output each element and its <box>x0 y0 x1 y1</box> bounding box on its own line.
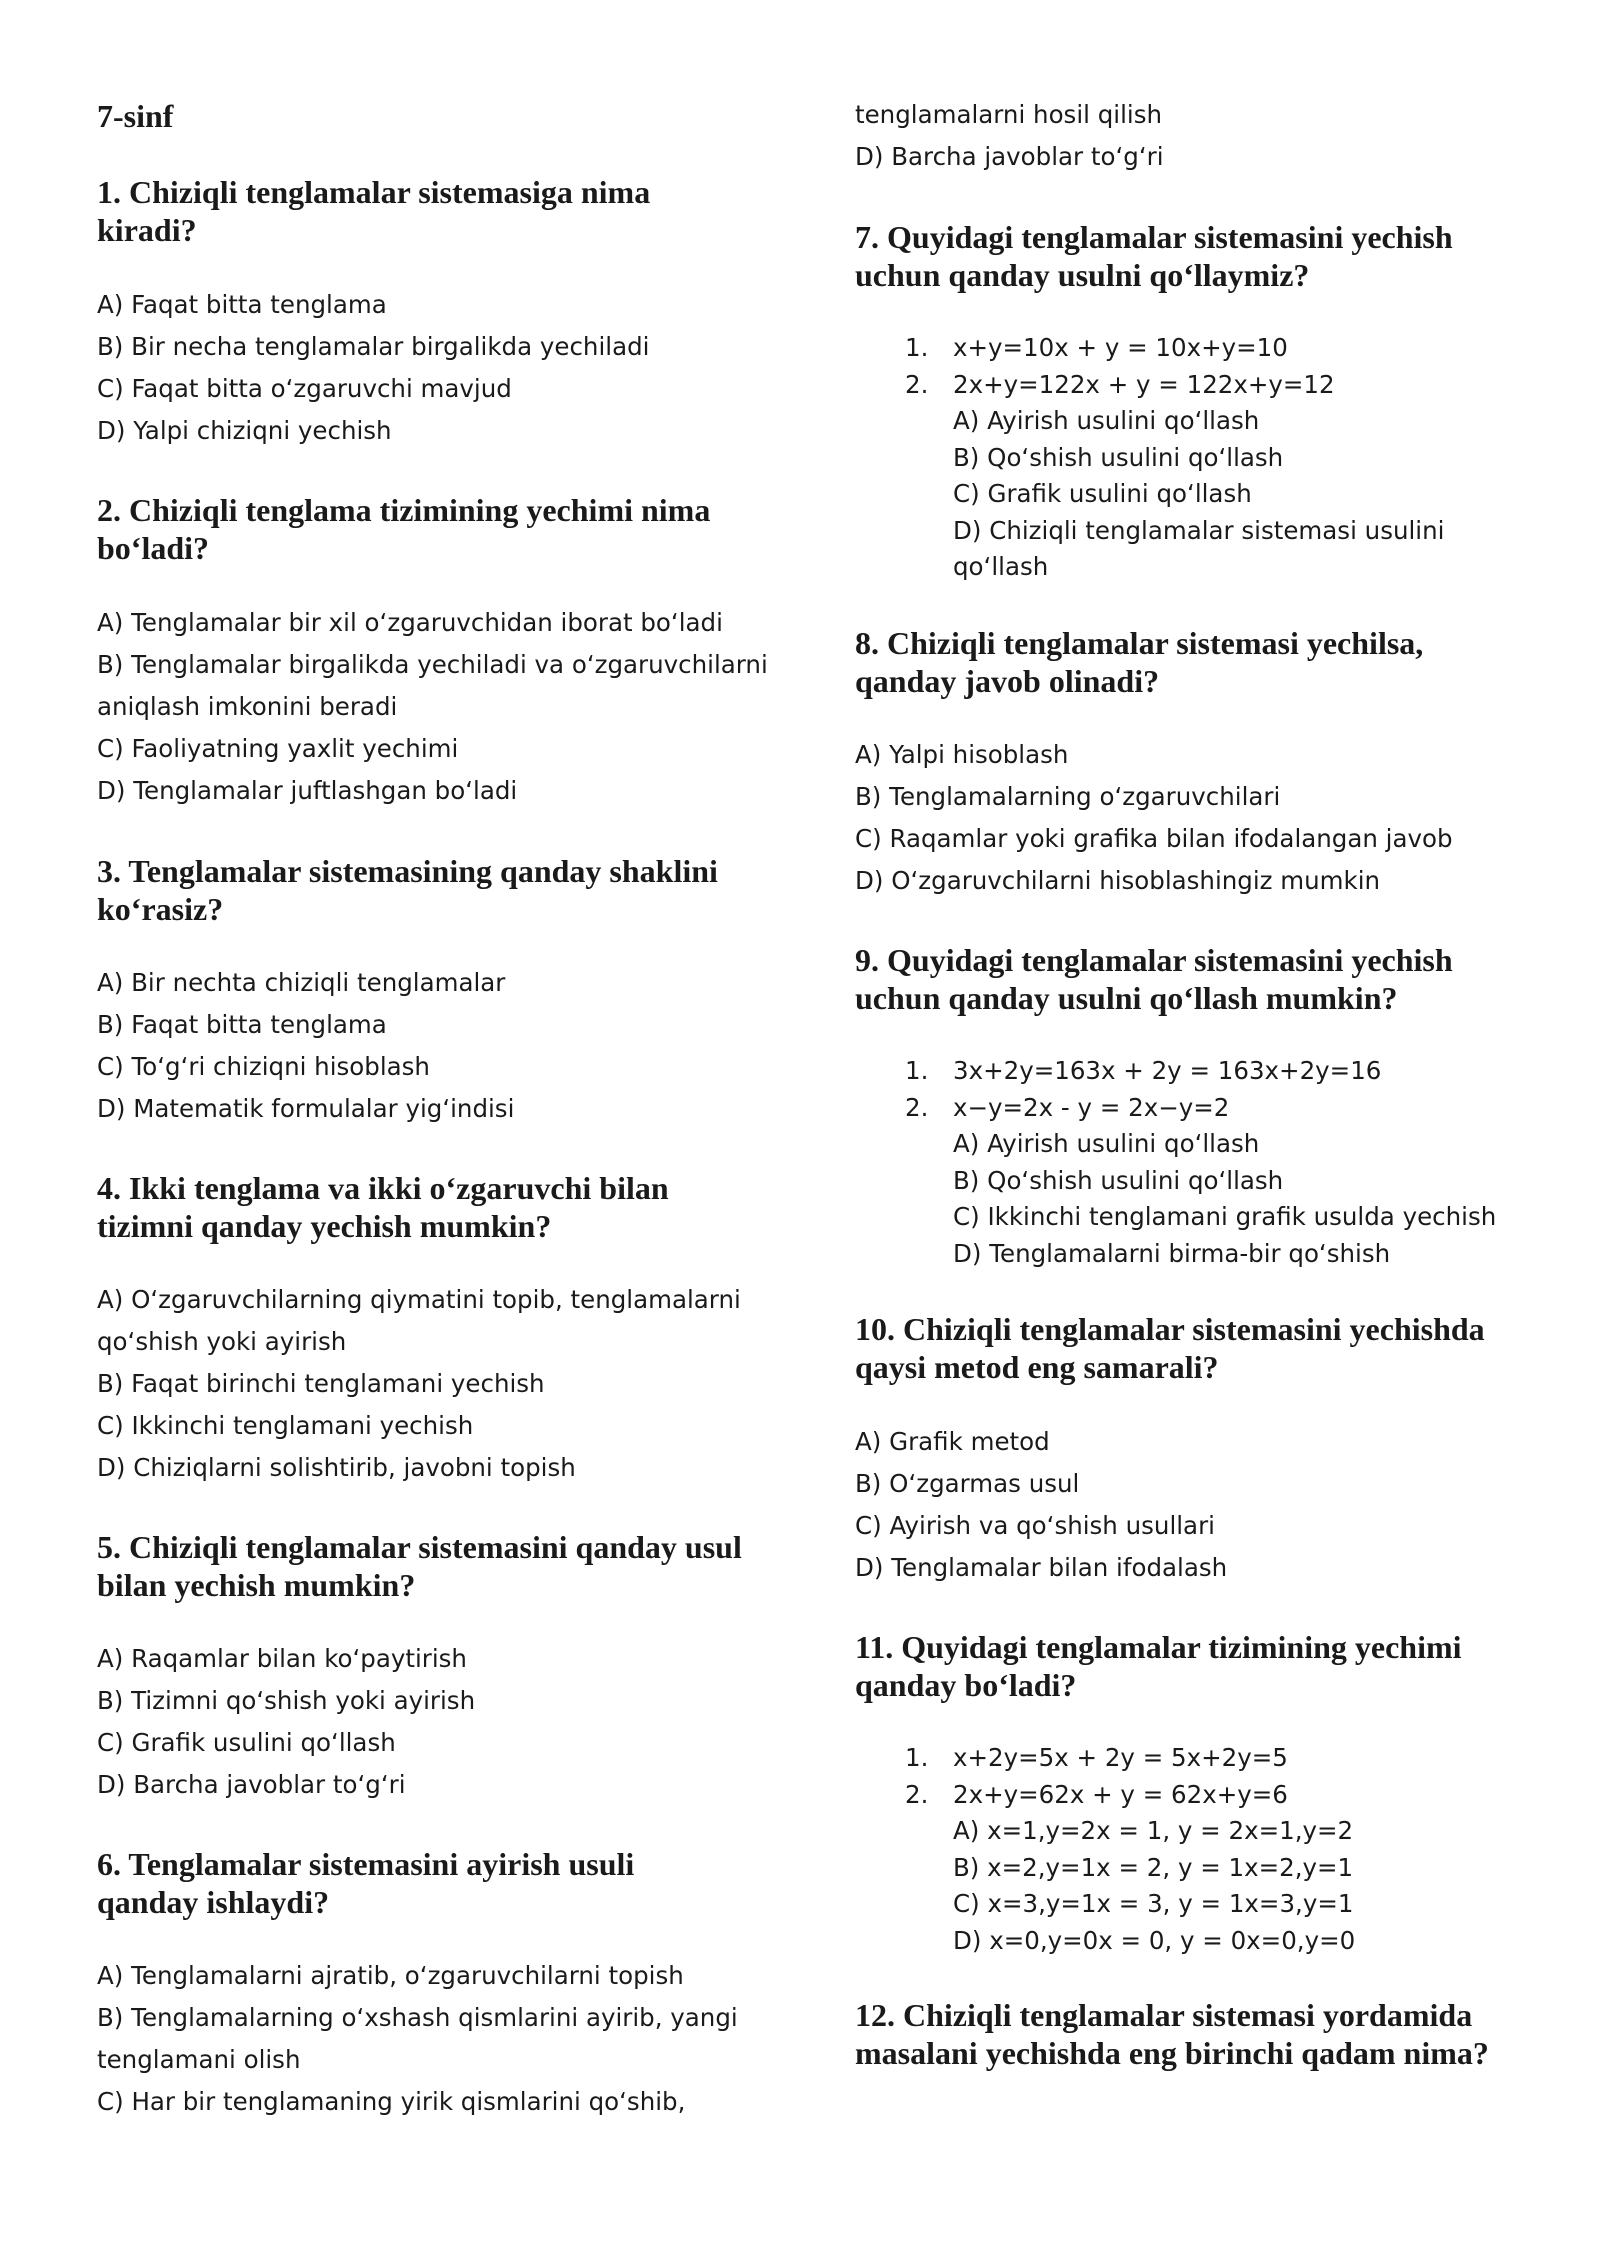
question-6-heading <box>97 1845 634 1921</box>
question-6-line-1: 6. Tenglamalar sistemasini ayirish usuli <box>97 1846 635 1882</box>
option-a: A) Faqat bitta tenglama <box>97 290 387 319</box>
list-number: 2. <box>905 1092 929 1122</box>
option-d: D) Tenglamalar juftlashgan bo‘ladi <box>97 776 518 805</box>
question-1-line-1: 1. Chiziqli tenglamalar sistemasiga nima <box>97 174 651 210</box>
option-a: A) x=1,y=2x = 1, y = 2x=1,y=2 <box>953 1816 1354 1845</box>
question-10-line-1: 10. Chiziqli tenglamalar sistemasini yechishda <box>855 1311 1485 1347</box>
option-a-continued: qo‘shish yoki ayirish <box>97 1327 347 1356</box>
list-number: 2. <box>905 369 929 399</box>
equation-text: 2x+y=62x + y = 62x+y=6 <box>953 1779 1288 1809</box>
option-b: B) Bir necha tenglamalar birgalikda yechiladi <box>97 332 650 361</box>
option-c-continued: tenglamalarni hosil qilish <box>855 100 1162 129</box>
list-number: 1. <box>905 333 929 362</box>
option-c: C) Ayirish va qo‘shish usullari <box>855 1511 1215 1540</box>
option-a: A) O‘zgaruvchilarning qiymatini topib, tenglamalarni <box>97 1285 741 1314</box>
option-d: D) Chiziqlarni solishtirib, javobni topish <box>97 1453 576 1482</box>
question-7-line-1: 7. Quyidagi tenglamalar sistemasini yechish <box>855 219 1453 255</box>
question-11-list <box>905 1740 1355 1959</box>
question-1-line-2: kiradi? <box>97 212 197 248</box>
equation-text: x+y=10x + y = 10x+y=10 <box>953 333 1288 362</box>
option-d: D) O‘zgaruvchilarni hisoblashingiz mumkin <box>855 866 1381 895</box>
question-4-line-2: tizimni qanday yechish mumkin? <box>97 1208 552 1244</box>
option-c: C) x=3,y=1x = 3, y = 1x=3,y=1 <box>953 1889 1354 1918</box>
question-9-list <box>905 1053 1496 1272</box>
question-5-heading <box>97 1528 742 1604</box>
equation-1 <box>905 1740 1355 1777</box>
list-number: 2. <box>905 1779 929 1809</box>
option-a: A) Ayirish usulini qo‘llash <box>953 406 1260 435</box>
question-10-line-2: qaysi metod eng samarali? <box>855 1349 1219 1385</box>
option-b: B) O‘zgarmas usul <box>855 1469 1080 1498</box>
option-d: D) Chiziqli tenglamalar sistemasi usulini <box>953 515 1445 545</box>
option-b: B) Tenglamalarning o‘xshash qismlarini ayirib, yangi <box>97 2003 738 2032</box>
option-d: D) Tenglamalar bilan ifodalash <box>855 1553 1228 1582</box>
option-c: C) Grafik usulini qo‘llash <box>97 1728 396 1757</box>
equation-1 <box>905 1053 1496 1090</box>
option-a: A) Bir nechta chiziqli tenglamalar <box>97 968 506 997</box>
question-2-heading <box>97 491 710 567</box>
question-6-continuation <box>855 94 1164 178</box>
option-d-continued: qo‘llash <box>953 552 1049 581</box>
option-c: C) Grafik usulini qo‘llash <box>953 479 1252 508</box>
equation-2 <box>905 367 1444 404</box>
equation-text: x+2y=5x + 2y = 5x+2y=5 <box>953 1743 1288 1772</box>
option-b: B) Tenglamalar birgalikda yechiladi va o‘zgaruvchilarni <box>97 650 768 679</box>
question-12-line-1: 12. Chiziqli tenglamalar sistemasi yordamida <box>855 1997 1473 2033</box>
question-3-line-1: 3. Tenglamalar sistemasining qanday shaklini <box>97 853 718 889</box>
question-12-heading <box>855 1996 1489 2072</box>
question-3-line-2: ko‘rasiz? <box>97 891 224 927</box>
option-d: D) x=0,y=0x = 0, y = 0x=0,y=0 <box>953 1925 1356 1955</box>
option-d: D) Matematik formulalar yig‘indisi <box>97 1094 515 1123</box>
option-d: D) Yalpi chiziqni yechish <box>97 416 392 445</box>
question-7-line-2: uchun qanday usulni qo‘llaymiz? <box>855 257 1310 293</box>
question-4-line-1: 4. Ikki tenglama va ikki o‘zgaruvchi bilan <box>97 1170 669 1206</box>
option-c: C) Raqamlar yoki grafika bilan ifodalangan javob <box>855 824 1453 853</box>
option-a: A) Ayirish usulini qo‘llash <box>953 1129 1260 1158</box>
option-b: B) x=2,y=1x = 2, y = 1x=2,y=1 <box>953 1852 1354 1882</box>
equation-1 <box>905 330 1444 367</box>
option-a: A) Raqamlar bilan ko‘paytirish <box>97 1644 467 1673</box>
question-2-line-1: 2. Chiziqli tenglama tizimining yechimi nima <box>97 492 711 528</box>
question-8-options <box>855 734 1453 902</box>
question-5-options <box>97 1638 475 1806</box>
option-a: A) Tenglamalarni ajratib, o‘zgaruvchilarni topish <box>97 1961 684 1990</box>
equation-text: 2x+y=122x + y = 122x+y=12 <box>953 369 1335 399</box>
option-a: A) Yalpi hisoblash <box>855 740 1069 769</box>
option-d: D) Barcha javoblar to‘g‘ri <box>855 142 1164 171</box>
question-8-line-2: qanday javob olinadi? <box>855 663 1160 699</box>
question-9-heading <box>855 941 1453 1017</box>
equation-text: 3x+2y=163x + 2y = 163x+2y=16 <box>953 1056 1382 1085</box>
option-b-continued: tenglamani olish <box>97 2045 301 2074</box>
equation-2 <box>905 1090 1496 1127</box>
question-9-line-1: 9. Quyidagi tenglamalar sistemasini yechish <box>855 942 1453 978</box>
question-5-line-1: 5. Chiziqli tenglamalar sistemasini qanday usul <box>97 1529 742 1565</box>
option-a: A) Grafik metod <box>855 1427 1050 1456</box>
question-2-options <box>97 602 768 812</box>
option-b: B) Faqat birinchi tenglamani yechish <box>97 1369 545 1398</box>
question-3-options <box>97 962 514 1130</box>
question-5-line-2: bilan yechish mumkin? <box>97 1567 416 1603</box>
option-b-continued: aniqlash imkonini beradi <box>97 692 398 721</box>
equation-2 <box>905 1777 1355 1814</box>
option-a: A) Tenglamalar bir xil o‘zgaruvchidan iborat bo‘ladi <box>97 608 723 637</box>
question-6-options <box>97 1955 738 2123</box>
option-d: D) Tenglamalarni birma-bir qo‘shish <box>953 1238 1391 1268</box>
question-2-line-2: bo‘ladi? <box>97 530 210 566</box>
list-number: 1. <box>905 1056 929 1085</box>
option-b: B) Tizimni qo‘shish yoki ayirish <box>97 1686 476 1715</box>
question-7-list <box>905 330 1444 586</box>
question-10-options <box>855 1421 1227 1589</box>
question-7-heading <box>855 218 1453 294</box>
question-12-line-2: masalani yechishda eng birinchi qadam nima? <box>855 2035 1489 2071</box>
grade-title: 7-sinf <box>97 98 174 134</box>
option-c: C) Faqat bitta o‘zgaruvchi mavjud <box>97 374 512 403</box>
option-c: C) Har bir tenglamaning yirik qismlarini qo‘shib, <box>97 2087 686 2116</box>
question-11-line-1: 11. Quyidagi tenglamalar tizimining yechimi <box>855 1629 1462 1665</box>
option-d: D) Barcha javoblar to‘g‘ri <box>97 1770 406 1799</box>
question-1-options <box>97 284 649 452</box>
question-11-line-2: qanday bo‘ladi? <box>855 1667 1077 1703</box>
question-8-line-1: 8. Chiziqli tenglamalar sistemasi yechilsa, <box>855 625 1424 661</box>
question-11-heading <box>855 1628 1462 1704</box>
option-b: B) Qo‘shish usulini qo‘llash <box>953 442 1284 472</box>
option-c: C) To‘g‘ri chiziqni hisoblash <box>97 1052 430 1081</box>
question-3-heading <box>97 852 718 928</box>
option-b: B) Tenglamalarning o‘zgaruvchilari <box>855 782 1281 811</box>
option-c: C) Faoliyatning yaxlit yechimi <box>97 734 459 763</box>
question-1-heading <box>97 173 650 249</box>
question-4-heading <box>97 1169 669 1245</box>
option-b: B) Faqat bitta tenglama <box>97 1010 387 1039</box>
list-number: 1. <box>905 1743 929 1772</box>
option-c: C) Ikkinchi tenglamani yechish <box>97 1411 474 1440</box>
question-10-heading <box>855 1310 1485 1386</box>
question-4-options <box>97 1279 741 1489</box>
option-c: C) Ikkinchi tenglamani grafik usulda yechish <box>953 1202 1497 1231</box>
question-8-heading <box>855 624 1423 700</box>
option-b: B) Qo‘shish usulini qo‘llash <box>953 1165 1284 1195</box>
equation-text: x−y=2x - y = 2x−y=2 <box>953 1092 1230 1122</box>
question-6-line-2: qanday ishlaydi? <box>97 1884 330 1920</box>
question-9-line-2: uchun qanday usulni qo‘llash mumkin? <box>855 980 1398 1016</box>
